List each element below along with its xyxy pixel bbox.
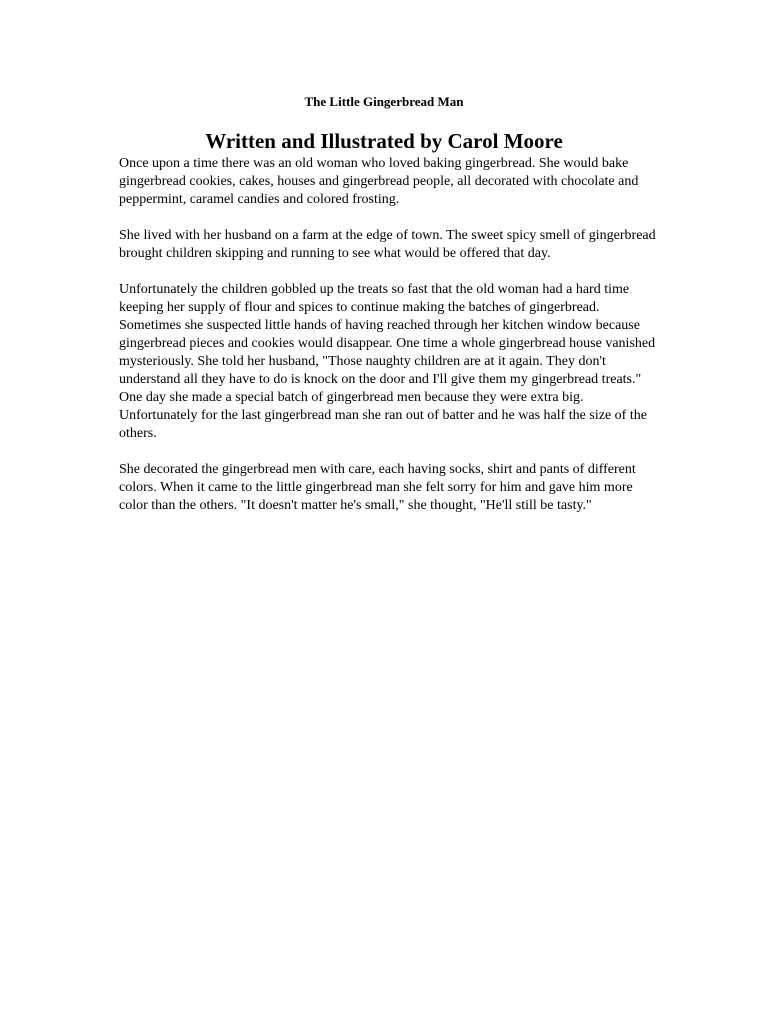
paragraph-5: She decorated the gingerbread men with care, each having socks, shirt and pants of different colors. When it came to the little gingerbread man she felt sorry for him and gave him more color than the others. "It doesn't matter he's small," she thought, "He'll still be tasty." xyxy=(119,462,636,513)
paragraph-1: Once upon a time there was an old woman who loved baking gingerbread. She would bake gingerbread cookies, cakes, houses and gingerbread people, all decorated with chocolate and peppermint, caramel candies and colored frosting. xyxy=(119,156,639,207)
paragraph-3: Unfortunately the children gobbled up the treats so fast that the old woman had a hard time keeping her supply of flour and spices to continue making the batches of gingerbread. Sometimes she suspected little hands of having reached through her kitchen window because gingerbread pieces and cookies would disappear. One time a whole gingerbread house vanished mysteriously. She told her husband, "Those naughty children are at it again. They don't understand all they have to do is knock on the door and I'll give them my gingerbread treats." xyxy=(119,282,656,387)
document-subtitle: Written and Illustrated by Carol Moore xyxy=(205,129,563,153)
paragraph-2: She lived with her husband on a farm at the edge of town. The sweet spicy smell of gingerbread brought children skipping and running to see what would be offered that day. xyxy=(119,228,656,261)
document-title: The Little Gingerbread Man xyxy=(304,94,464,109)
document-body xyxy=(119,155,659,515)
paragraph-4: One day she made a special batch of gingerbread men because they were extra big. Unfortunately for the last gingerbread man she ran out of batter and he was half the size of the others. xyxy=(119,390,647,441)
